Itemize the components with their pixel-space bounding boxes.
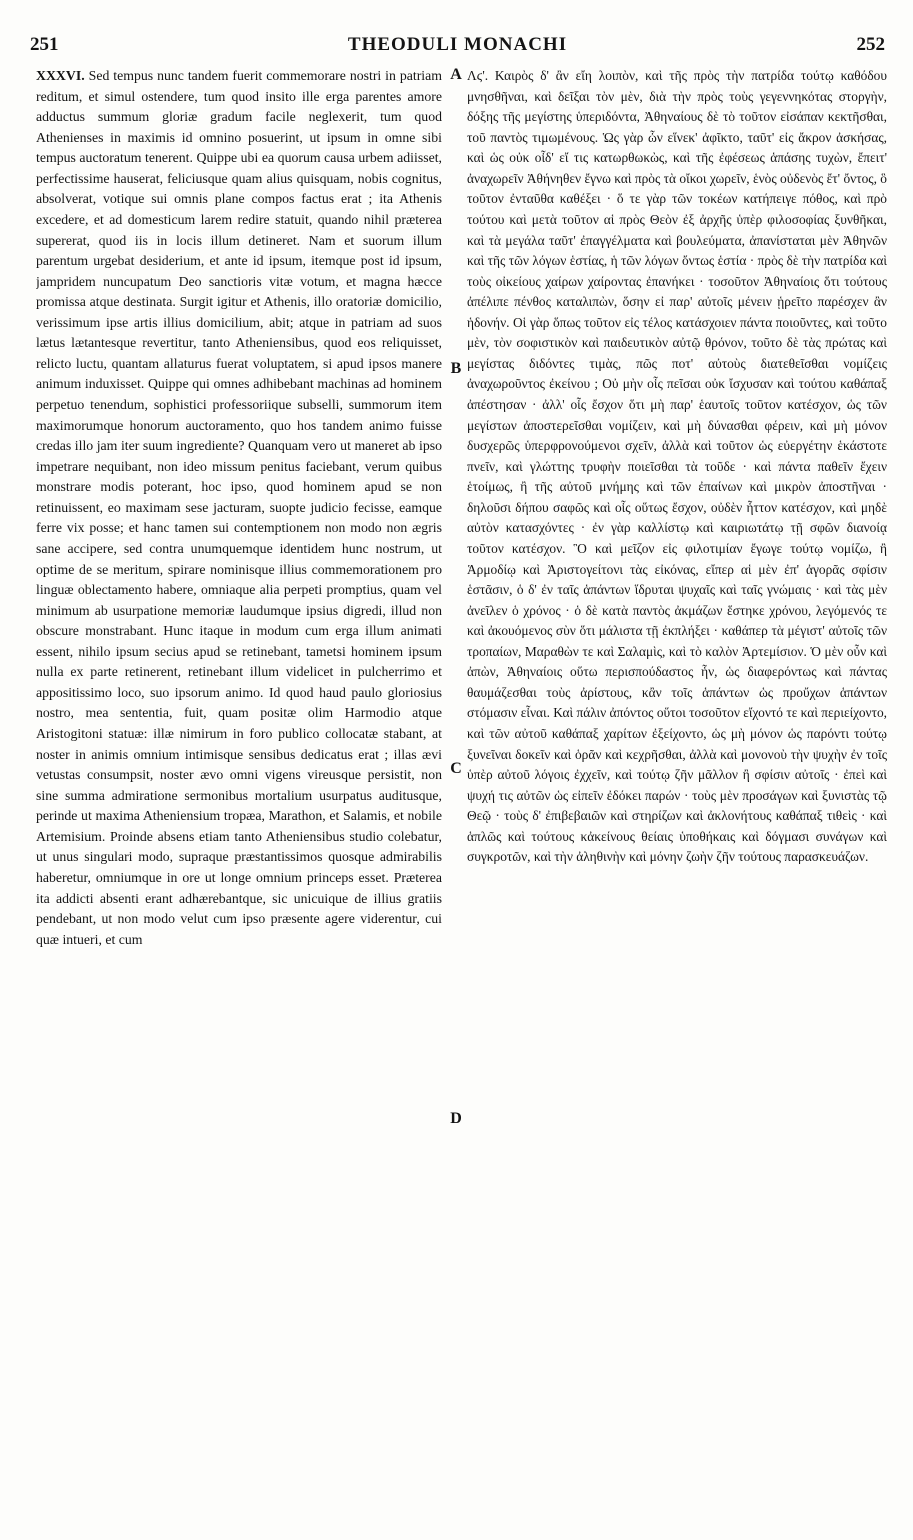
greek-paragraph [467,66,887,868]
page-header [30,34,885,64]
margin-marker-d: D [450,1110,462,1127]
page-number-right: 252 [856,34,885,55]
margin-marker-b: B [450,360,462,377]
latin-section-number: XXXVI. [36,68,85,83]
latin-text: Sed tempus nunc tandem fuerit commemorare nostri in patriam reditum, et simul ostendere, tum quod insito ille erga parentes amore adductus summum gloriæ gradum facile neglexerit, tum quod Athenienses in maximis id omnino posuerint, ut ipsum in omne sibi tempus auctoratum tenerent. Quippe ubi ea quorum causa urbem adiisset, perfectissime hauserat, feliciusque quam alius quisquam, nobis cognitus, absolverat, votique sui omnis plane compos factus erat ; ita Athenis excedere, et ad domesticum larem redire statuit, quando nihil præterea supererat, quod iis in locis illum detineret. Nam et suorum illum parentum urgebat desiderium, et ante id ipsum, itemque post id ipsum, jampridem nuncupatum Deo sanctioris vitæ votum, et magna hæcce promissa atque destinata. Surgit igitur et Athenis, illo oratoriæ domicilio, verissimum ipse artis illius domicilium, abit; atque in patriam ad suos lætus lætantesque revertitur, tanto Atheniensibus, quod eos reliquisset, relicto luctu, quantam allaturus fuerat voluptatem, si apud ipsos manere animum induxisset. Quippe qui omnes adhibebant machinas ad hominem perpetuo tenendum, sophistici professoriique subselli, summorum item maximorumque honorum auctoramento, quo hos tandem animo fuisse credas illo jam iter suum ingrediente? Quanquam vero ut maneret ab ipso impetrare nequibant, non ideo missum penitus faciebant, verum quibus monstrare modis poterant, hoc ipso, quod hominem apud se non retinuissent, eo maximam sese jacturam, suopte judicio fecisse, eamque ferre vix posse; et hanc tamen sui contemptionem non modo non ægris sane accipere, sed contra unumquemque identidem hunc nostrum, ut optime de se meritum, spirare nominisque illius commemorationem pro linguæ oblectamento habere, omniaque alia perpeti promptius, quam vel minimum ab usurpatione memoriæ laudumque ipsius digredi, illud non obscure monstrabant. Hunc itaque in modum cum erga illum animati essent, nihilo ipsum secius apud se retinebant, tametsi hominem ipsum nulla ex parte retinerent, retinebant illum videlicet in pulcherrimo et appositissimo loco, suo ipsorum animo. Id quod haud paulo gloriosius nostro, mea sententia, fuit, quam positæ olim Harmodio atque Aristogitoni statuæ: illæ nimirum in foro publico collocatæ stabant, at noster in animis omnium intimisque sensibus dedicatus erat ; illas ævi vetustas consumpsit, noster ævo omni vigens vireusque persistit, non sine summa admiratione sermonibus mortalium usurpatus auditusque, perinde ut maxima Atheniensium tropæa, Marathon, et Salamis, et nobile Artemisium. Proinde absens etiam tanto Atheniensibus studio colebatur, ut unus singulari modo, supraque præstantissimos quosque admirabilis haberetur, omniumque in ore ut longe omnium princeps esset. Præterea ita addicti absenti erant adhærebantque, sic unicuique de illius gratiis pendebant, ut non modo velut cum ipso præsente agere viderentur, cui quæ intueri, et cum [36,68,442,947]
margin-marker-c: C [450,760,462,777]
greek-column [467,66,887,1528]
greek-section-number: Λϛ'. [467,68,489,83]
running-title: THEODULI MONACHI [347,34,568,55]
margin-marker-a: A [450,66,462,83]
latin-paragraph [36,66,442,950]
page-number-left: 251 [30,34,59,55]
latin-column [36,66,442,1528]
greek-text: Καιρὸς δ' ἂν εἴη λοιπὸν, καὶ τῆς πρὸς τὴν πατρίδα τούτῳ καθόδου μνησθῆναι, καὶ δεῖξαι τὸν μὲν, διὰ τὴν πρὸς τοὺς γεγεννηκότας στοργὴν, δόξης τῆς μεγίστης ὑπεριδόντα, Ἀθηναίους δὲ τὸ τοῦτον εἰσάπαν κεκτῆσθαι, τοῦ παντὸς τιμωμένους. Ὡς γὰρ ὧν εἵνεκ' ἀφῖκτο, ταῦτ' εἰς ἄκρον ἀσκήσας, καὶ ὡς οὐκ οἶδ' εἴ τις κατωρθωκὼς, καὶ τῆς ἐφέσεως ἁπάσης τυχὼν, ἔπειτ' ἀναχωρεῖν Ἀθήνηθεν ἔγνω καὶ πρὸς τὰ οἴκοι χωρεῖν, ἑνὸς οὐδενὸς ἔτ' ὄντος, ὃ τοῦτον ἐνταῦθα καθέξει · ὅ τε γὰρ τῶν τοκέων κατήπειγε πόθος, καὶ πρὸ τούτου καὶ μετὰ τοῦτον αἱ πρὸς Θεὸν ἐξ ἀρχῆς ὑπὲρ φιλοσοφίας ξυνθῆκαι, καὶ τὰ μεγάλα ταῦτ' ἐπαγγέλματα καὶ βουλεύματα, ἀπανίσταται μὲν Ἀθηνῶν καὶ τῆς τῶν λόγων ἑστίας, ἡ τῶν λόγων ὄντως ἑστία · πρὸς δὲ τὴν πατρίδα καὶ τοὺς οἰκείους χαίρων χαίροντας ἐπανήκει · τοσοῦτον Ἀθηναίοις ὅτι τούτους ἀπέλιπε πένθος καταλιπὼν, ὅσην εἰ παρ' αὐτοῖς μένειν ᾑρεῖτο παρέσχεν ἂν ἡδονήν. Οἱ γὰρ ὅπως τοῦτον εἰς τέλος κατάσχοιεν πάντα ποιοῦντες, καὶ τοῦτο μὲν, τὸν σοφιστικὸν καὶ παιδευτικὸν αὐτῷ θρόνον, τοῦτο δὲ τὰς πρώτας καὶ μεγίστας διδόντες τιμὰς, πῶς ποτ' αὐτοὺς διατεθεῖσθαι νομίζεις ἀναχωροῦντος ἐκείνου ; Οὐ μὴν οἷς πεῖσαι οὐκ ἴσχυσαν καὶ τούτου καθάπαξ ἀπέστησαν · ἀλλ' οἷς ἔσχον ὅτι μὴ παρ' ἑαυτοῖς τοῦτον κατέσχον, ὡς τῶν μεγίστων ἀποστερεῖσθαι νομίζειν, καὶ μὴ δύνασθαι φέρειν, καὶ μὴ μόνον δυσχερῶς ὑπερφρονούμενοι σχεῖν, ἀλλὰ καὶ τοῦτον ὡς εὐεργέτην ἑκάστοτε πνεῖν, καὶ γλώττης τρυφὴν ποιεῖσθαι τὰ τοῦδε · καὶ πάντα παθεῖν ἔχειν ἑτοίμως, ἢ τῆς αὐτοῦ μνήμης καὶ τῶν ἐπαίνων καὶ μικρὸν ἀποστῆναι · δηλοῦσι δήπου σαφῶς καὶ οἷς οὕτως ἔσχον, οὐδὲν ἧττον κατέσχον, καὶ μηδὲ αὐτὸν κατασχόντες · ἐν γὰρ καλλίστῳ καὶ καιριωτάτῳ τῇ σφῶν διανοίᾳ τοῦτον κατέσχον. Ὃ καὶ μεῖζον εἰς φιλοτιμίαν ἔγωγε τούτῳ νομίζω, ἢ Ἁρμοδίῳ καὶ Ἀριστογείτονι τὰς εἰκόνας, εἴπερ αἱ μὲν ἐπ' ἀγορᾶς σφίσιν ἑστᾶσιν, ὁ δ' ἐν ταῖς ἁπάντων ἵδρυται ψυχαῖς καὶ ταῖς γνώμαις · καὶ τὰς μὲν ἀνεῖλεν ὁ χρόνος · ὁ δὲ κατὰ παντὸς ἀκμάζων ἕστηκε χρόνου, λεγόμενός τε καὶ ἀκουόμενος σὺν ὅτι μάλιστα τῇ ἐκπλήξει · καθάπερ τὰ μέγιστ' αὐτοῖς τῶν τροπαίων, Μαραθὼν τε καὶ Σαλαμὶς, καὶ τὸ καλὸν Ἀρτεμίσιον. Ὁ μὲν οὖν καὶ ἀπὼν, Ἀθηναίοις οὕτω περισπούδαστος ἦν, ὡς διαφερόντως καὶ πάντας θαυμάζεσθαι τοὺς ἀρίστους, κἂν τοῖς ἁπάντων ὡς προὔχων ἁπάντων στόμασιν εἶναι. Καὶ πάλιν ἀπόντος οὕτοι τοσοῦτον εἴχοντό τε καὶ περιείχοντο, καὶ τῶν αὐτοῦ καθάπαξ χαρίτων ἐξείχοντο, ὡς μὴ μόνον ὡς παρόντι τούτῳ ξυνεῖναι δοκεῖν καὶ ὁρᾶν καὶ κεχρῆσθαι, ἀλλὰ καὶ μονονοὺ τὴν ψυχὴν ἐν τοῖς ὑπὲρ αὐτοῦ λόγοις ἐχχεῖν, καὶ τούτῳ ζῆν μᾶλλον ἢ σφίσιν αὐτοῖς · ἐπεὶ καὶ ψυχή τις αὐτῶν ὡς εἰπεῖν ἐδόκει παρών · τοὺς μὲν προσάγων καὶ ξυνιστὰς τῷ Θεῷ · τοὺς δ' ἐπιβεβαιῶν καὶ στηρίζων καὶ ἀκλονήτους καθάπαξ τιθεὶς · καὶ ἁπλῶς καὶ τούτους κἀκείνους θείαις ὑποθήκαις καὶ δόγμασι συνάγων καὶ συγκροτῶν, καὶ τὴν ἀληθινὴν καὶ μόνην ζωὴν ζῆν τούτους παρασκευάζων. [467,68,887,865]
